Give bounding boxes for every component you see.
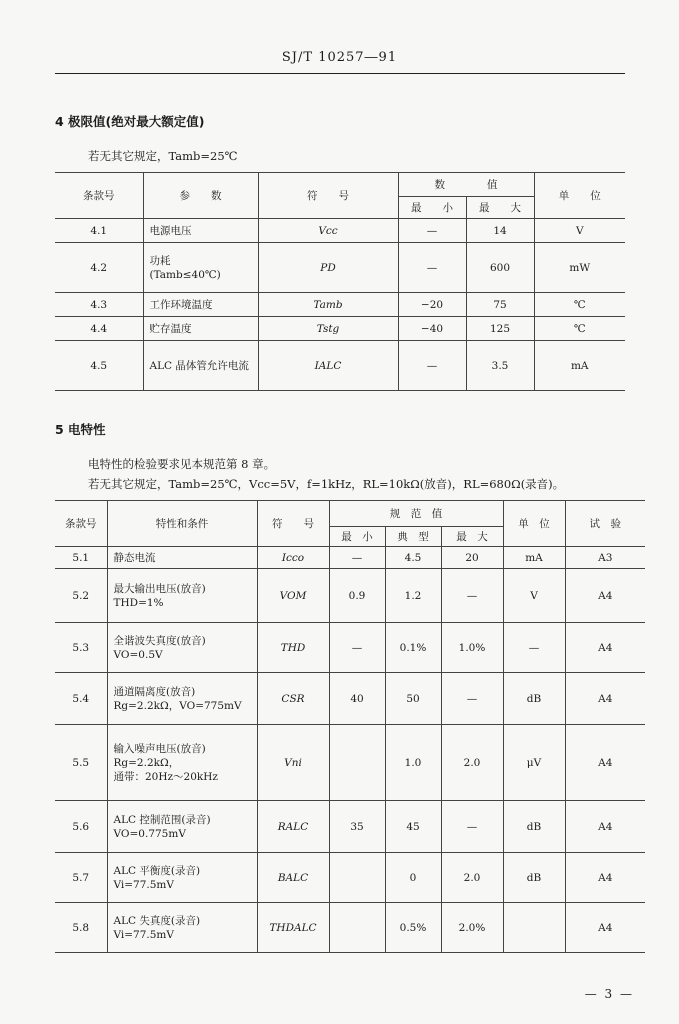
table-row xyxy=(55,341,625,391)
typ-cell: 4.5 xyxy=(385,547,441,569)
limits-table xyxy=(55,172,625,391)
section-4-note: 若无其它规定，Tamb=25℃ xyxy=(88,149,238,163)
clause-cell: 5.8 xyxy=(55,903,107,953)
header-param: 参 数 xyxy=(143,173,258,219)
table-row xyxy=(55,293,625,317)
min-cell: — xyxy=(398,219,466,243)
symbol-cell: IALC xyxy=(258,341,398,391)
condition-cell: 静态电流 xyxy=(107,547,257,569)
param-cell: 功耗 (Tamb≤40℃) xyxy=(143,243,258,293)
test-cell: A4 xyxy=(565,673,645,725)
section-5-note-1: 电特性的检验要求见本规范第 8 章。 xyxy=(88,457,276,471)
test-cell: A4 xyxy=(565,623,645,673)
symbol-cell: THD xyxy=(257,623,329,673)
min-cell: 0.9 xyxy=(329,569,385,623)
min-cell: 40 xyxy=(329,673,385,725)
table-row xyxy=(55,243,625,293)
header-value: 数 值 xyxy=(398,173,534,197)
min-cell: — xyxy=(329,623,385,673)
condition-cell: ALC 控制范围(录音) VO=0.775mV xyxy=(107,801,257,853)
header-symbol: 符 号 xyxy=(257,501,329,547)
test-cell: A4 xyxy=(565,569,645,623)
max-cell: 2.0 xyxy=(441,853,503,903)
max-cell: 20 xyxy=(441,547,503,569)
param-cell: ALC 晶体管允许电流 xyxy=(143,341,258,391)
test-cell: A4 xyxy=(565,853,645,903)
header-unit: 单 位 xyxy=(534,173,625,219)
max-cell: 75 xyxy=(466,293,534,317)
condition-cell: 最大输出电压(放音) THD=1% xyxy=(107,569,257,623)
max-cell: 600 xyxy=(466,243,534,293)
min-cell xyxy=(329,853,385,903)
max-cell: 14 xyxy=(466,219,534,243)
condition-cell: 输入噪声电压(放音) Rg=2.2kΩ， 通带：20Hz～20kHz xyxy=(107,725,257,801)
max-cell: — xyxy=(441,673,503,725)
table-row xyxy=(55,853,645,903)
typ-cell: 0 xyxy=(385,853,441,903)
symbol-cell: Vni xyxy=(257,725,329,801)
test-cell: A4 xyxy=(565,725,645,801)
unit-cell: V xyxy=(503,569,565,623)
max-cell: 2.0% xyxy=(441,903,503,953)
symbol-cell: Tstg xyxy=(258,317,398,341)
condition-cell: 全谐波失真度(放音) VO=0.5V xyxy=(107,623,257,673)
header-condition: 特性和条件 xyxy=(107,501,257,547)
min-cell: 35 xyxy=(329,801,385,853)
header-clause: 条款号 xyxy=(55,501,107,547)
condition-cell: ALC 平衡度(录音) Vi=77.5mV xyxy=(107,853,257,903)
unit-cell: mA xyxy=(503,547,565,569)
test-cell: A4 xyxy=(565,801,645,853)
max-cell: 2.0 xyxy=(441,725,503,801)
symbol-cell: Vcc xyxy=(258,219,398,243)
clause-cell: 4.3 xyxy=(55,293,143,317)
unit-cell: V xyxy=(534,219,625,243)
min-cell: — xyxy=(398,341,466,391)
symbol-cell: BALC xyxy=(257,853,329,903)
min-cell xyxy=(329,903,385,953)
clause-cell: 4.5 xyxy=(55,341,143,391)
section-5-note-2: 若无其它规定，Tamb=25℃，Vcc=5V，f=1kHz，RL=10kΩ(放音)，RL=680Ω(录音)。 xyxy=(88,477,565,491)
min-cell: — xyxy=(329,547,385,569)
test-cell: A4 xyxy=(565,903,645,953)
unit-cell: ℃ xyxy=(534,293,625,317)
unit-cell: mA xyxy=(534,341,625,391)
condition-cell: 通道隔离度(放音) Rg=2.2kΩ，VO=775mV xyxy=(107,673,257,725)
param-cell: 工作环境温度 xyxy=(143,293,258,317)
symbol-cell: RALC xyxy=(257,801,329,853)
unit-cell: mW xyxy=(534,243,625,293)
min-cell xyxy=(329,725,385,801)
header-spec: 规 范 值 xyxy=(329,501,503,527)
header-test: 试 验 xyxy=(565,501,645,547)
symbol-cell: Tamb xyxy=(258,293,398,317)
clause-cell: 5.5 xyxy=(55,725,107,801)
symbol-cell: CSR xyxy=(257,673,329,725)
header-unit: 单 位 xyxy=(503,501,565,547)
max-cell: — xyxy=(441,801,503,853)
unit-cell: dB xyxy=(503,673,565,725)
table-row xyxy=(55,725,645,801)
header-typ: 典 型 xyxy=(385,527,441,547)
unit-cell: μV xyxy=(503,725,565,801)
min-cell: — xyxy=(398,243,466,293)
clause-cell: 5.6 xyxy=(55,801,107,853)
header-rule xyxy=(55,73,625,74)
typ-cell: 0.5% xyxy=(385,903,441,953)
max-cell: 3.5 xyxy=(466,341,534,391)
symbol-cell: Icco xyxy=(257,547,329,569)
clause-cell: 5.7 xyxy=(55,853,107,903)
min-cell: −40 xyxy=(398,317,466,341)
table-row xyxy=(55,317,625,341)
typ-cell: 50 xyxy=(385,673,441,725)
header-clause: 条款号 xyxy=(55,173,143,219)
table-row xyxy=(55,569,645,623)
table-row xyxy=(55,801,645,853)
symbol-cell: PD xyxy=(258,243,398,293)
clause-cell: 5.1 xyxy=(55,547,107,569)
electrical-characteristics-table xyxy=(55,500,645,953)
clause-cell: 4.4 xyxy=(55,317,143,341)
table-row xyxy=(55,673,645,725)
unit-cell: — xyxy=(503,623,565,673)
header-symbol: 符 号 xyxy=(258,173,398,219)
unit-cell: dB xyxy=(503,801,565,853)
clause-cell: 5.3 xyxy=(55,623,107,673)
header-max: 最 大 xyxy=(466,197,534,219)
table-row xyxy=(55,623,645,673)
typ-cell: 0.1% xyxy=(385,623,441,673)
param-cell: 电源电压 xyxy=(143,219,258,243)
section-5-title: 5 电特性 xyxy=(55,422,106,437)
table-row xyxy=(55,547,645,569)
max-cell: 1.0% xyxy=(441,623,503,673)
max-cell: 125 xyxy=(466,317,534,341)
typ-cell: 1.2 xyxy=(385,569,441,623)
section-4-title: 4 极限值(绝对最大额定值) xyxy=(55,114,205,129)
param-cell: 贮存温度 xyxy=(143,317,258,341)
symbol-cell: VOM xyxy=(257,569,329,623)
clause-cell: 5.2 xyxy=(55,569,107,623)
test-cell: A3 xyxy=(565,547,645,569)
document-header: SJ/T 10257―91 xyxy=(281,50,398,65)
header-min: 最 小 xyxy=(398,197,466,219)
clause-cell: 4.2 xyxy=(55,243,143,293)
typ-cell: 1.0 xyxy=(385,725,441,801)
clause-cell: 5.4 xyxy=(55,673,107,725)
typ-cell: 45 xyxy=(385,801,441,853)
clause-cell: 4.1 xyxy=(55,219,143,243)
unit-cell: ℃ xyxy=(534,317,625,341)
page-number: — 3 — xyxy=(584,987,634,1001)
condition-cell: ALC 失真度(录音) Vi=77.5mV xyxy=(107,903,257,953)
max-cell: — xyxy=(441,569,503,623)
table-row xyxy=(55,903,645,953)
table-row xyxy=(55,219,625,243)
symbol-cell: THDALC xyxy=(257,903,329,953)
unit-cell xyxy=(503,903,565,953)
min-cell: −20 xyxy=(398,293,466,317)
header-max: 最 大 xyxy=(441,527,503,547)
unit-cell: dB xyxy=(503,853,565,903)
header-min: 最 小 xyxy=(329,527,385,547)
